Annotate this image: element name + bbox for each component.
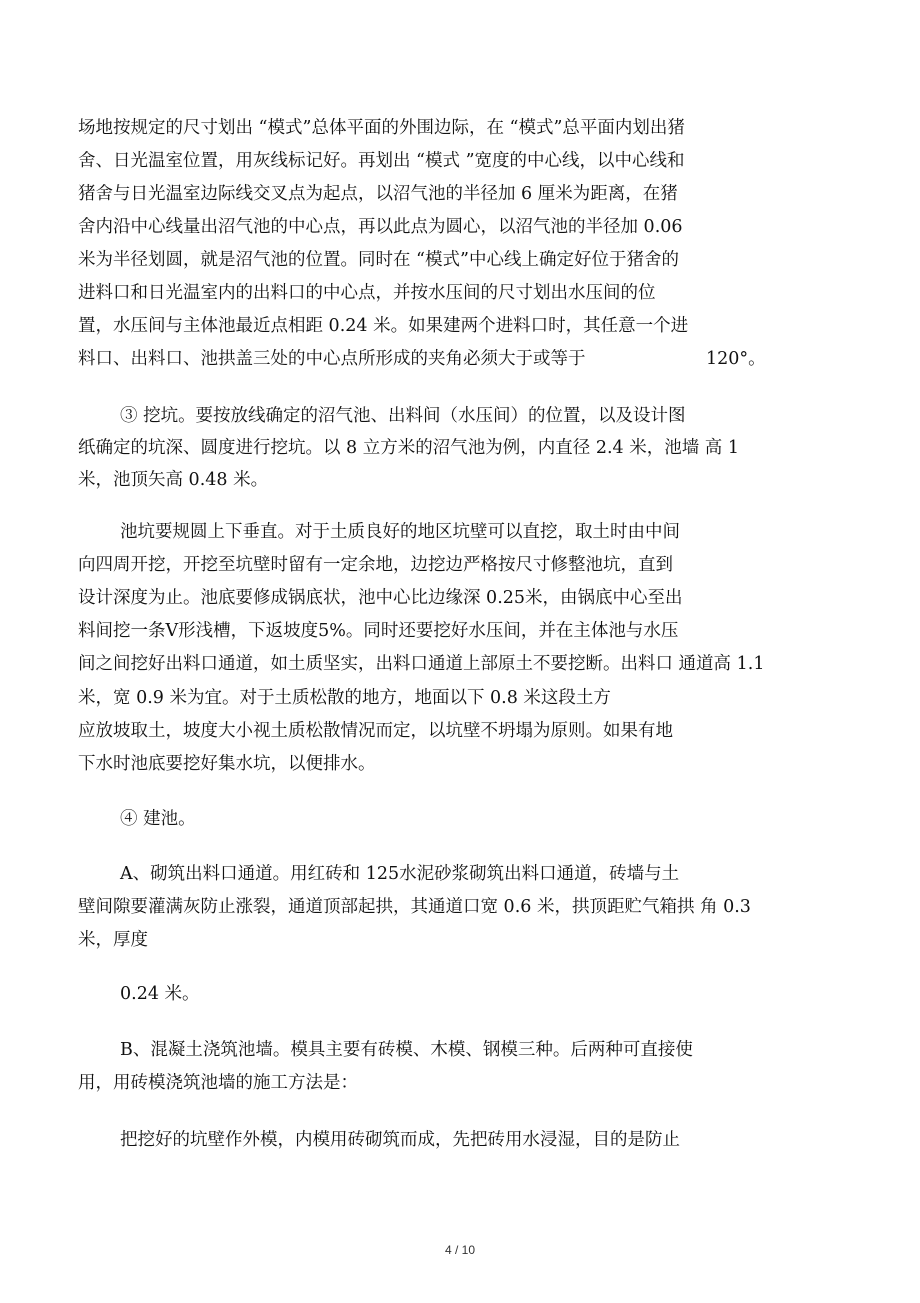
paragraph-1-line-4: 舍内沿中心线量出沼气池的中心点，再以此点为圆心，以沼气池的半径加 0.06 [78,217,683,237]
paragraph-5-line-1: A、砌筑出料口通道。用红砖和 125水泥砂浆砌筑出料口通道，砖墙与土 [120,864,680,884]
paragraph-1-line-2: 舍、日光温室位置，用灰线标记好。再划出 “模式 ”宽度的中心线，以中心线和 [78,151,685,171]
paragraph-1-line-8: 料口、出料口、池拱盖三处的中心点所形成的夹角必须大于或等于 [78,349,586,369]
paragraph-6-line-1: 0.24 米。 [120,984,200,1004]
paragraph-1-line-7: 置，水压间与主体池最近点相距 0.24 米。如果建两个进料口时，其任意一个进 [78,316,689,336]
paragraph-8-line-1: 把挖好的坑壁作外模，内模用砖砌筑而成，先把砖用水浸湿，目的是防止 [120,1130,680,1150]
paragraph-1-line-1: 场地按规定的尺寸划出 “模式”总体平面的外围边际，在 “模式”总平面内划出猪 [78,118,685,138]
paragraph-3-line-7: 应放坡取土，坡度大小视土质松散情况而定，以坑壁不坍塌为原则。如果有地 [78,721,673,741]
page-number: 4 / 10 [444,1243,476,1257]
paragraph-2-line-3: 米，池顶矢高 0.48 米。 [78,470,269,490]
paragraph-5-line-3: 米，厚度 [78,930,148,950]
paragraph-7-line-2: 用，用砖模浇筑池墙的施工方法是： [78,1073,358,1093]
paragraph-3-line-5: 间之间挖好出料口通道，如土质坚实，出料口通道上部原土不要挖断。出料口 通道高 1.1 [78,654,765,674]
paragraph-2-line-2: 纸确定的坑深、圆度进行挖坑。以 8 立方米的沼气池为例，内直径 2.4 米，池墙 高 1 [78,438,739,458]
paragraph-2-line-1: ③ 挖坑。要按放线确定的沼气池、出料间（水压间）的位置，以及设计图 [120,406,686,426]
paragraph-3-line-6: 米，宽 0.9 米为宜。对于土质松散的地方，地面以下 0.8 米这段土方 [78,688,611,708]
paragraph-3-line-3: 设计深度为止。池底要修成锅底状，池中心比边缘深 0.25米，由锅底中心至出 [78,588,683,608]
paragraph-3-line-1: 池坑要规圆上下垂直。对于土质良好的地区坑壁可以直挖，取土时由中间 [120,522,680,542]
paragraph-4-line-1: ④ 建池。 [120,809,196,829]
paragraph-3-line-4: 料间挖一条V形浅槽，下返坡度5%。同时还要挖好水压间，并在主体池与水压 [78,621,679,641]
paragraph-1-line-5: 米为半径划圆，就是沼气池的位置。同时在 “模式”中心线上确定好位于猪舍的 [78,250,679,270]
paragraph-5-line-2: 壁间隙要灌满灰防止涨裂，通道顶部起拱，其通道口宽 0.6 米，拱顶距贮气箱拱 角 0.3 [78,897,751,917]
paragraph-1-line-6: 进料口和日光温室内的出料口的中心点，并按水压间的尺寸划出水压间的位 [78,283,656,303]
paragraph-7-line-1: B、混凝土浇筑池墙。模具主要有砖模、木模、钢模三种。后两种可直接使 [120,1040,693,1060]
paragraph-3-line-8: 下水时池底要挖好集水坑，以便排水。 [78,754,376,774]
angle-value: 120°。 [706,349,766,369]
paragraph-3-line-2: 向四周开挖，开挖至坑壁时留有一定余地，边挖边严格按尺寸修整池坑，直到 [78,555,673,575]
paragraph-1-line-3: 猪舍与日光温室边际线交叉点为起点，以沼气池的半径加 6 厘米为距离，在猪 [78,184,678,204]
